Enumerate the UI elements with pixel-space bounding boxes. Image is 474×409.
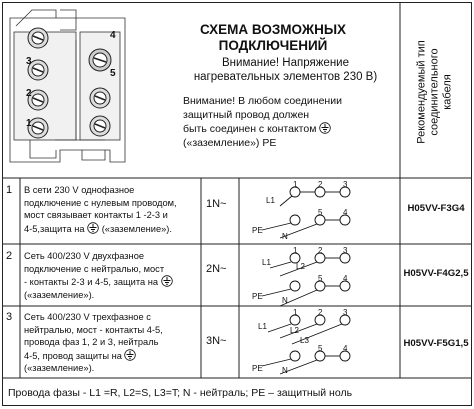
row-3-desc-line-wrap [24, 349, 202, 363]
cable-type-header [405, 8, 465, 176]
voltage-warning-line-1: Внимание! Напряжение [222, 57, 349, 69]
s2-wire-pe: PE [252, 292, 263, 301]
s2-bot-5: 5 [318, 274, 323, 283]
cable-type-header-line-3: кабеля [441, 74, 454, 110]
title-line-2: ПОДКЛЮЧЕНИЙ [218, 38, 328, 53]
row-1-phase: 1N~ [206, 198, 227, 210]
terminal-screws [0, 0, 130, 170]
s1-top-2: 2 [318, 180, 323, 189]
row-3-desc-line: провода фаз 1, 2 и 3, нейтраль [24, 337, 159, 347]
schematic-row-2 [262, 253, 350, 306]
s1-top-3: 3 [343, 180, 348, 189]
row-2-number: 2 [6, 250, 13, 262]
terminal-screw-7 [90, 116, 110, 136]
row-1-desc-line: подключение с нулевым проводом, [24, 197, 177, 208]
ground-warning [183, 94, 393, 150]
row-1-cable: H05VV-F3G4 [407, 203, 465, 214]
s2-wire-l1: L1 [262, 258, 271, 267]
s1-bot-5: 5 [318, 208, 323, 217]
terminal-screw-1 [28, 28, 48, 48]
ground-warning-line-4: («заземление») PE [183, 137, 277, 149]
ground-warning-line-3: быть соединен с контактом [183, 123, 317, 135]
terminal-label-2: 2 [26, 88, 32, 99]
terminal-label-5: 5 [110, 68, 116, 79]
s2-top-3: 3 [343, 246, 348, 255]
row-2-desc-line: («заземление»). [24, 289, 95, 300]
voltage-warning-line-2: нагревательных элементов 230 В) [193, 71, 378, 83]
row-1-number: 1 [6, 184, 13, 196]
s2-wire-n: N [282, 296, 288, 305]
row-1-description [24, 184, 202, 235]
s3-bot-5: 5 [318, 344, 323, 353]
s3-wire-l3: L3 [300, 336, 309, 345]
s2-top-1: 1 [293, 246, 298, 255]
s3-wire-n: N [282, 366, 288, 375]
page-title [188, 22, 358, 54]
row-2-desc-line: Сеть 400/230 V двухфазное [24, 251, 145, 261]
terminal-screw-5 [89, 49, 111, 71]
row-2-desc-line: подключение с нейтралью, мост [24, 263, 165, 274]
row-1-desc-line: мост связывает контакты 1 -2-3 и [24, 210, 168, 220]
s3-top-2: 2 [318, 308, 323, 317]
s1-wire-pe: PE [252, 226, 263, 235]
terminal-screw-6 [90, 88, 110, 108]
ground-icon [319, 122, 331, 134]
row-2-desc-line-wrap [24, 275, 202, 289]
row-1-desc-line-wrap [24, 222, 202, 236]
row-3-desc-line: нейтралью, мост - контакты 4-5, [24, 324, 163, 335]
row-2-description [24, 250, 202, 301]
row-1-desc-line: 4-5,защита на [24, 223, 85, 234]
row-2-desc-line: - контакты 2-3 и 4-5, защита на [24, 277, 159, 287]
s2-bot-4: 4 [343, 274, 348, 283]
s1-wire-n: N [282, 232, 288, 241]
voltage-warning [173, 56, 398, 84]
row-3-desc-line: («заземление»). [24, 363, 95, 373]
cable-type-header-text [416, 8, 455, 176]
ground-warning-line-1: Внимание! В любом соединении [183, 95, 342, 107]
s2-top-2: 2 [318, 246, 323, 255]
ground-warning-line-2: защитный провод должен [183, 109, 310, 121]
footer-legend: Провода фазы - L1 =R, L2=S, L3=T; N - нейтраль; PE – защитный ноль [8, 387, 353, 399]
s3-wire-pe: PE [252, 364, 263, 373]
s3-wire-l2: L2 [290, 326, 299, 335]
terminal-label-3: 3 [26, 56, 32, 67]
row-3-desc-line: Сеть 400/230 V трехфазное с [24, 312, 151, 322]
row-2-cable: H05VV-F4G2,5 [403, 268, 469, 279]
row-1-desc-line: («заземление»). [101, 223, 172, 234]
terminal-label-1: 1 [26, 118, 32, 129]
ground-icon [161, 275, 173, 287]
s3-top-1: 1 [293, 308, 298, 317]
ground-icon [87, 222, 99, 234]
s2-wire-l2: L2 [296, 262, 305, 271]
terminal-label-4: 4 [110, 30, 116, 41]
schematic-row-1 [262, 187, 350, 238]
ground-warning-line-3-wrap [183, 122, 393, 136]
cable-type-header-line-1: Рекомендуемый тип [415, 40, 428, 144]
s3-wire-l1: L1 [258, 322, 267, 331]
s3-top-3: 3 [343, 308, 348, 317]
row-3-description [24, 311, 202, 375]
row-3-number: 3 [6, 311, 13, 323]
cable-type-header-line-2: соединительного [428, 48, 441, 136]
row-3-cable: H05VV-F5G1,5 [403, 338, 469, 349]
row-1-desc-line: В сети 230 V однофазное [24, 185, 135, 195]
row-2-phase: 2N~ [206, 263, 227, 275]
ground-icon [124, 349, 136, 361]
row-3-desc-line: 4-5, провод защиты на [24, 350, 122, 361]
s1-bot-4: 4 [343, 208, 348, 217]
s1-top-1: 1 [293, 180, 298, 189]
s3-bot-4: 4 [343, 344, 348, 353]
title-line-1: СХЕМА ВОЗМОЖНЫХ [199, 22, 347, 37]
row-3-phase: 3N~ [206, 335, 227, 347]
s1-wire-l1: L1 [266, 196, 275, 205]
